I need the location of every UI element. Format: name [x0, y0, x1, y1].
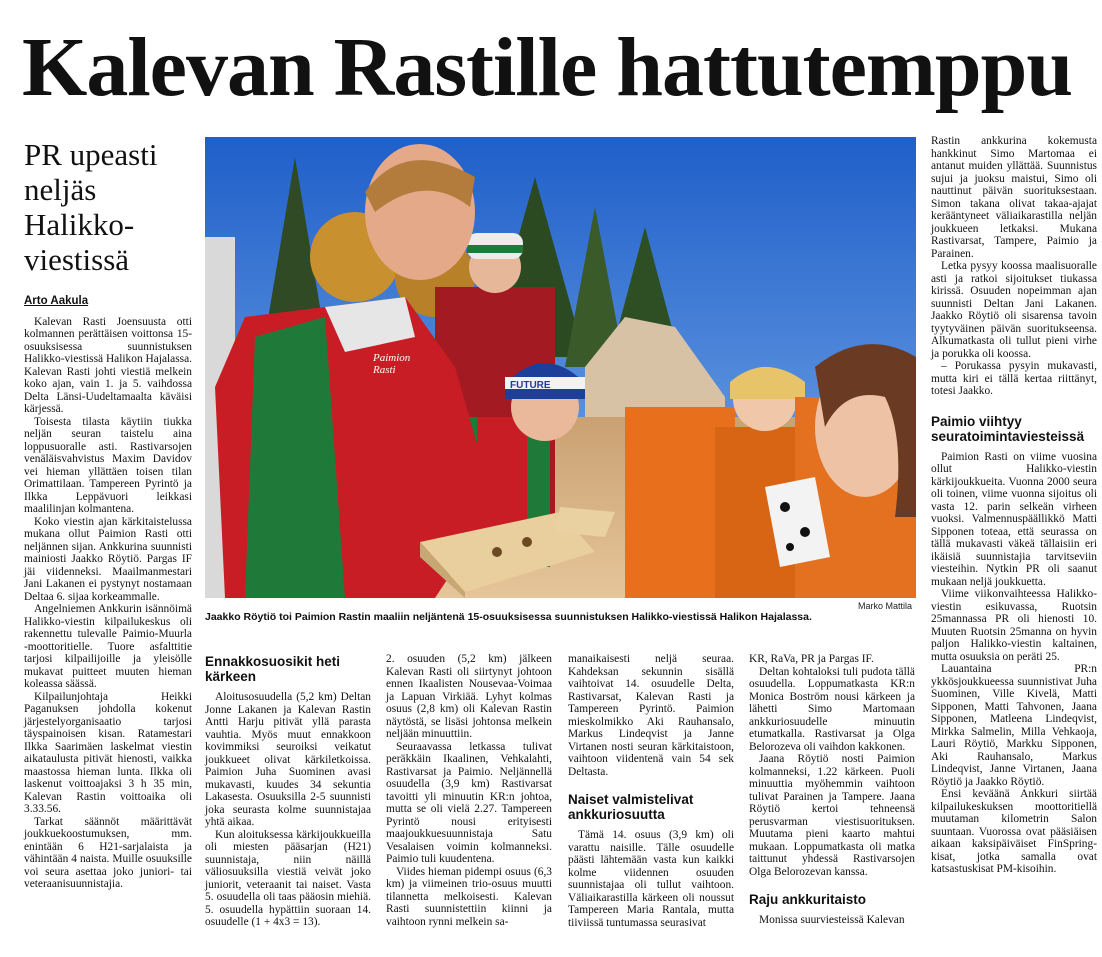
section-heading: Paimio viihtyy seuratoimintaviesteissä [931, 413, 1085, 444]
headline: Kalevan Rastille hattutemppu [22, 21, 1073, 114]
paragraph: Ensi keväänä Ankkuri siirtää kilpailukeskuksen moottoritiellä muutaman kilometrin Salon suuntaan. Vuorossa ovat pääsiäisen aikaan kaksipäiväiset FinSpring-kisat, jotka samalla ovat katsastuskisat PM-kisoihin. [931, 788, 1097, 875]
paragraph: Kalevan Rasti Joensuusta otti kolmannen perättäisen voittonsa 15-osuuksisessa suunnistuksen Halikko-viestissä Halikon Hajalassa. Kalevan Rasti johti viestiä melkein koko ajan, vain 1. ja 5. vaihdossa Delta Länsi-Uudeltamaalta käväisi kärjessä. [24, 315, 192, 415]
jacket-text: Paimion Rasti [373, 352, 411, 376]
section-heading: Raju ankkuritaisto [749, 892, 867, 907]
hat-text: FUTURE [510, 380, 551, 391]
paragraph: Jaana Röytiö nosti Paimion kolmanneksi, 1.22 kärkeen. Puoli minuuttia myöhemmin vaihtoon tulivat Parainen ja Tampere. Jaana Röytiö kertoi tehneensä perusvarman viestisuorituksen. Muutama pieni kaarto mahtui mukaan. Loppumatkasta oli matka taittunut yhdessä Rastivarsojen Olga Belorozevan kanssa. [749, 753, 915, 878]
paragraph: – Porukassa pysyin mukavasti, mutta kiri ei tällä kertaa riittänyt, totesi Jaakko. [931, 360, 1097, 397]
paragraph: Paimion Rasti on viime vuosina ollut Halikko-viestin kärkijoukkueita. Vuonna 2000 seura oli toinen, viime vuonna sijoitus oli vasta 12. parin selkeän virheen vuoksi. Valmennuspäällikkö Matti Sipponen toteaa, että seurassa on tällä mukavasti väkeä tällaisiin eri ikäisiä suunnistajia tarvitseviin viesteihin. Nytkin PR oli saanut mukaan neljä joukkuetta. [931, 450, 1097, 588]
byline: Arto Aakula [24, 295, 89, 307]
paragraph: Letka pysyy koossa maalisuoralle asti ja ratkoi sijoitukset tiukassa kirissä. Osuuden nopeimman ajan suunnisti Deltan Jani Lakanen. Jaakko Röytiö oli sisarensa tavoin tyytyväinen päivän suoritukseensa. Alkumatkasta oli tullut pieni virhe ja porukka oli koossa. [931, 260, 1097, 360]
paragraph: Viime viikonvaihteessa Halikko-viestin esikuvassa, Ruotsin 25mannassa PR oli hienosti 10. Muuten Ruotsin 25manna on hyvin paljon Halikko-viestin kaltainen, mutta osuuksia on peräti 25. [931, 588, 1097, 663]
column-3 [386, 653, 552, 928]
paragraph: manaikaisesti neljä seuraa. Kahdeksan sekunnin sisällä vaihtoivat 14. osuudelle Delta, Rastivarsat, Kalevan Rasti ja Tampereen Pyrintö. Paimion mieskolmikko Aki Rauhansalo, Markus Lindeqvist ja Janne Virtanen nosti seuran kärkitaistoon, vaihtoon viidentenä vain 54 sek Deltasta. [568, 653, 734, 778]
paragraph: Aloitusosuudella (5,2 km) Deltan Jonne Lakanen ja Kalevan Rastin Antti Harju pitivät yllä parasta vauhtia. Myös muut ennakkoon kovimmiksi seuroiksi veikatut joukkueet olivat kärkiletkoissa. Paimion Juha Suominen avasi mukavasti, kuudes 34 sekuntia Lakasesta. Osuuksilla 2-5 suunnisti joka seurasta kolme suunnistajaa yhtä aikaa. [205, 691, 371, 828]
paragraph: 2. osuuden (5,2 km) jälkeen Kalevan Rasti oli siirtynyt johtoon ennen Ikaalisten Nousevaa-Voimaa ja Lapuan Virkiää. Lyhyt kolmas osuus (2,8 km) oli Kalevan Rastin näytöstä, se lisäsi johtonsa melkein neljään minuuttiin. [386, 653, 552, 740]
paragraph: Tarkat säännöt määrittävät joukkuekoostumuksen, mm. enintään 6 H21-sarjalaista ja vähintään 4 naista. Muille osuuksille voi seura asettaa joko juniori- tai veteraanisuunnistajia. [24, 815, 192, 890]
paragraph: Kun aloituksessa kärkijoukkueilla oli miesten pääsarjan (H21) suunnistaja, niin näillä väliosuuksilla viestiä veivät joko juniorit, veteraanit tai naiset. Vasta 5. osuudella oli taas pääosin miehiä. 5. osuudella hypättiin suoraan 14. osuudelle (1 + 4x3 = 13). [205, 828, 371, 928]
paragraph: Deltan kohtaloksi tuli pudota tällä osuudella. Loppumatkasta KR:n Monica Boström nousi kärkeen ja lähetti Simo Martomaan ankkuriosuudelle minuutin etumatkalla. Rastivarsat ja Olga Belorozeva oli vaihdon kakkonen. [749, 665, 915, 753]
column-4 [568, 653, 734, 929]
column-1 [24, 137, 192, 891]
paragraph: KR, RaVa, PR ja Pargas IF. [749, 653, 874, 665]
news-photo [205, 137, 916, 598]
section-heading: Naiset valmistelivat ankkuriosuutta [568, 792, 694, 822]
paragraph: Viides hieman pidempi osuus (6,3 km) ja viimeinen trio-osuus muutti tilannetta melkoisesti. Kalevan Rasti suunnistettiin kiinni ja vaihtoon rynni melkein sa- [386, 865, 552, 928]
photo-illustration [205, 137, 916, 598]
paragraph: Tämä 14. osuus (3,9 km) oli varattu naisille. Tälle osuudelle päästi lähtemään vasta kun kaikki kolme viidennen osuuden suunnistajaa oli tullut vaihtoon. Väliaikarastilla kärkeen oli noussut Tampereen Maria Rantala, mutta tiiviissä tuntumassa seurasivat [568, 829, 734, 929]
column-6 [931, 135, 1097, 876]
subheadline: PR upeasti neljäs Halikko-viestissä [24, 137, 158, 277]
column-2 [205, 648, 371, 929]
paragraph: Monissa suurviesteissä Kalevan [759, 914, 905, 926]
paragraph: Lauantaina PR:n ykkösjoukkueessa suunnistivat Juha Suominen, Ville Kivelä, Matti Sipponen, Matti Tahvonen, Jaana Sipponen, Matleena Lindeqvist, Mirkka Salmelin, Milla Vehkaoja, Lauri Röytiö, Markku Sipponen, Aki Rauhansalo, Markus Lindeqvist, Janne Virtanen, Jaana Röytiö ja Jaakko Röytiö. [931, 663, 1097, 788]
photo-caption: Jaakko Röytiö toi Paimion Rastin maaliin neljäntenä 15-osuuksisessa suunnistuksen Halikko-viestissä Halikon Hajalassa. [205, 611, 812, 623]
paragraph: Angelniemen Ankkurin isännöimä Halikko-viestin kilpailukeskus oli rakennettu tulevalle Paimio-Muurla -moottoritielle. Tuore asfalttitie tarjosi kilpailijoille ja yleisölle mukavat puitteet muuten hieman koleassa säässä. [24, 603, 192, 690]
paragraph: Kilpailunjohtaja Heikki Paganuksen johdolla kokenut järjestelyorganisaatio tarjosi täyspainoisen kisan. Ratamestari Ilkka Saarimäen laskelmat viestin aikataulusta pitivät hienosti, vaikka maastossa hieman lunta. Ilkka oli laskenut voittoajaksi 3 h 35 min, Kalevan Rastin voittoaika oli 3.33.56. [24, 690, 192, 815]
paragraph: Toisesta tilasta käytiin tiukka neljän seuran taistelu aina loppusuoralle asti. Rastivarsojen venäläisvahvistus Maxim Davidov vei hieman yllättäen toisen tilan Orimattilaan. Tampereen Pyrintö ja Ilkka Leppävuori leikkasi maalilinjan kolmantena. [24, 415, 192, 515]
section-heading: Ennakkosuosikit heti kärkeen [205, 654, 341, 684]
photo-credit: Marko Mattila [858, 601, 913, 611]
paragraph: Koko viestin ajan kärkitaistelussa mukana ollut Paimion Rasti otti neljännen sijan. Ankkurina suunnisti mainiosti Jaakko Röytiö. Pargas IF jäi viidenneksi. Maailmanmestari Jani Lakanen ei pystynyt nostamaan Deltaa 6. sijaa korkeammalle. [24, 515, 192, 603]
paragraph: Rastin ankkurina kokemusta hankkinut Simo Martomaa ei antanut muiden yllättää. Suunnistus sujui ja juoksu maistui, Simo oli nauttinut päivän suorituksestaan. Simon takana olivat takaa-ajajat kerääntyneet väliaikarastilla neljän joukkueen letkaksi. Mukana Rastivarsat, Tampere, Paimio ja Parainen. [931, 135, 1097, 260]
paragraph: Seuraavassa letkassa tulivat peräkkäin Ikaalinen, Vehkalahti, Rastivarsat ja Paimio. Neljännellä osuudella (3,9 km) Rastivarsat tavoitti yli minuutin KR:n johtoa, mutta se oli vielä 2.27. Tampereen Pyrintö nousi erityisesti maajoukkuesuunnistaja Satu Vesalaisen voimin kolmanneksi. Paimio tuli kuudentena. [386, 740, 552, 865]
column-5 [749, 653, 915, 927]
